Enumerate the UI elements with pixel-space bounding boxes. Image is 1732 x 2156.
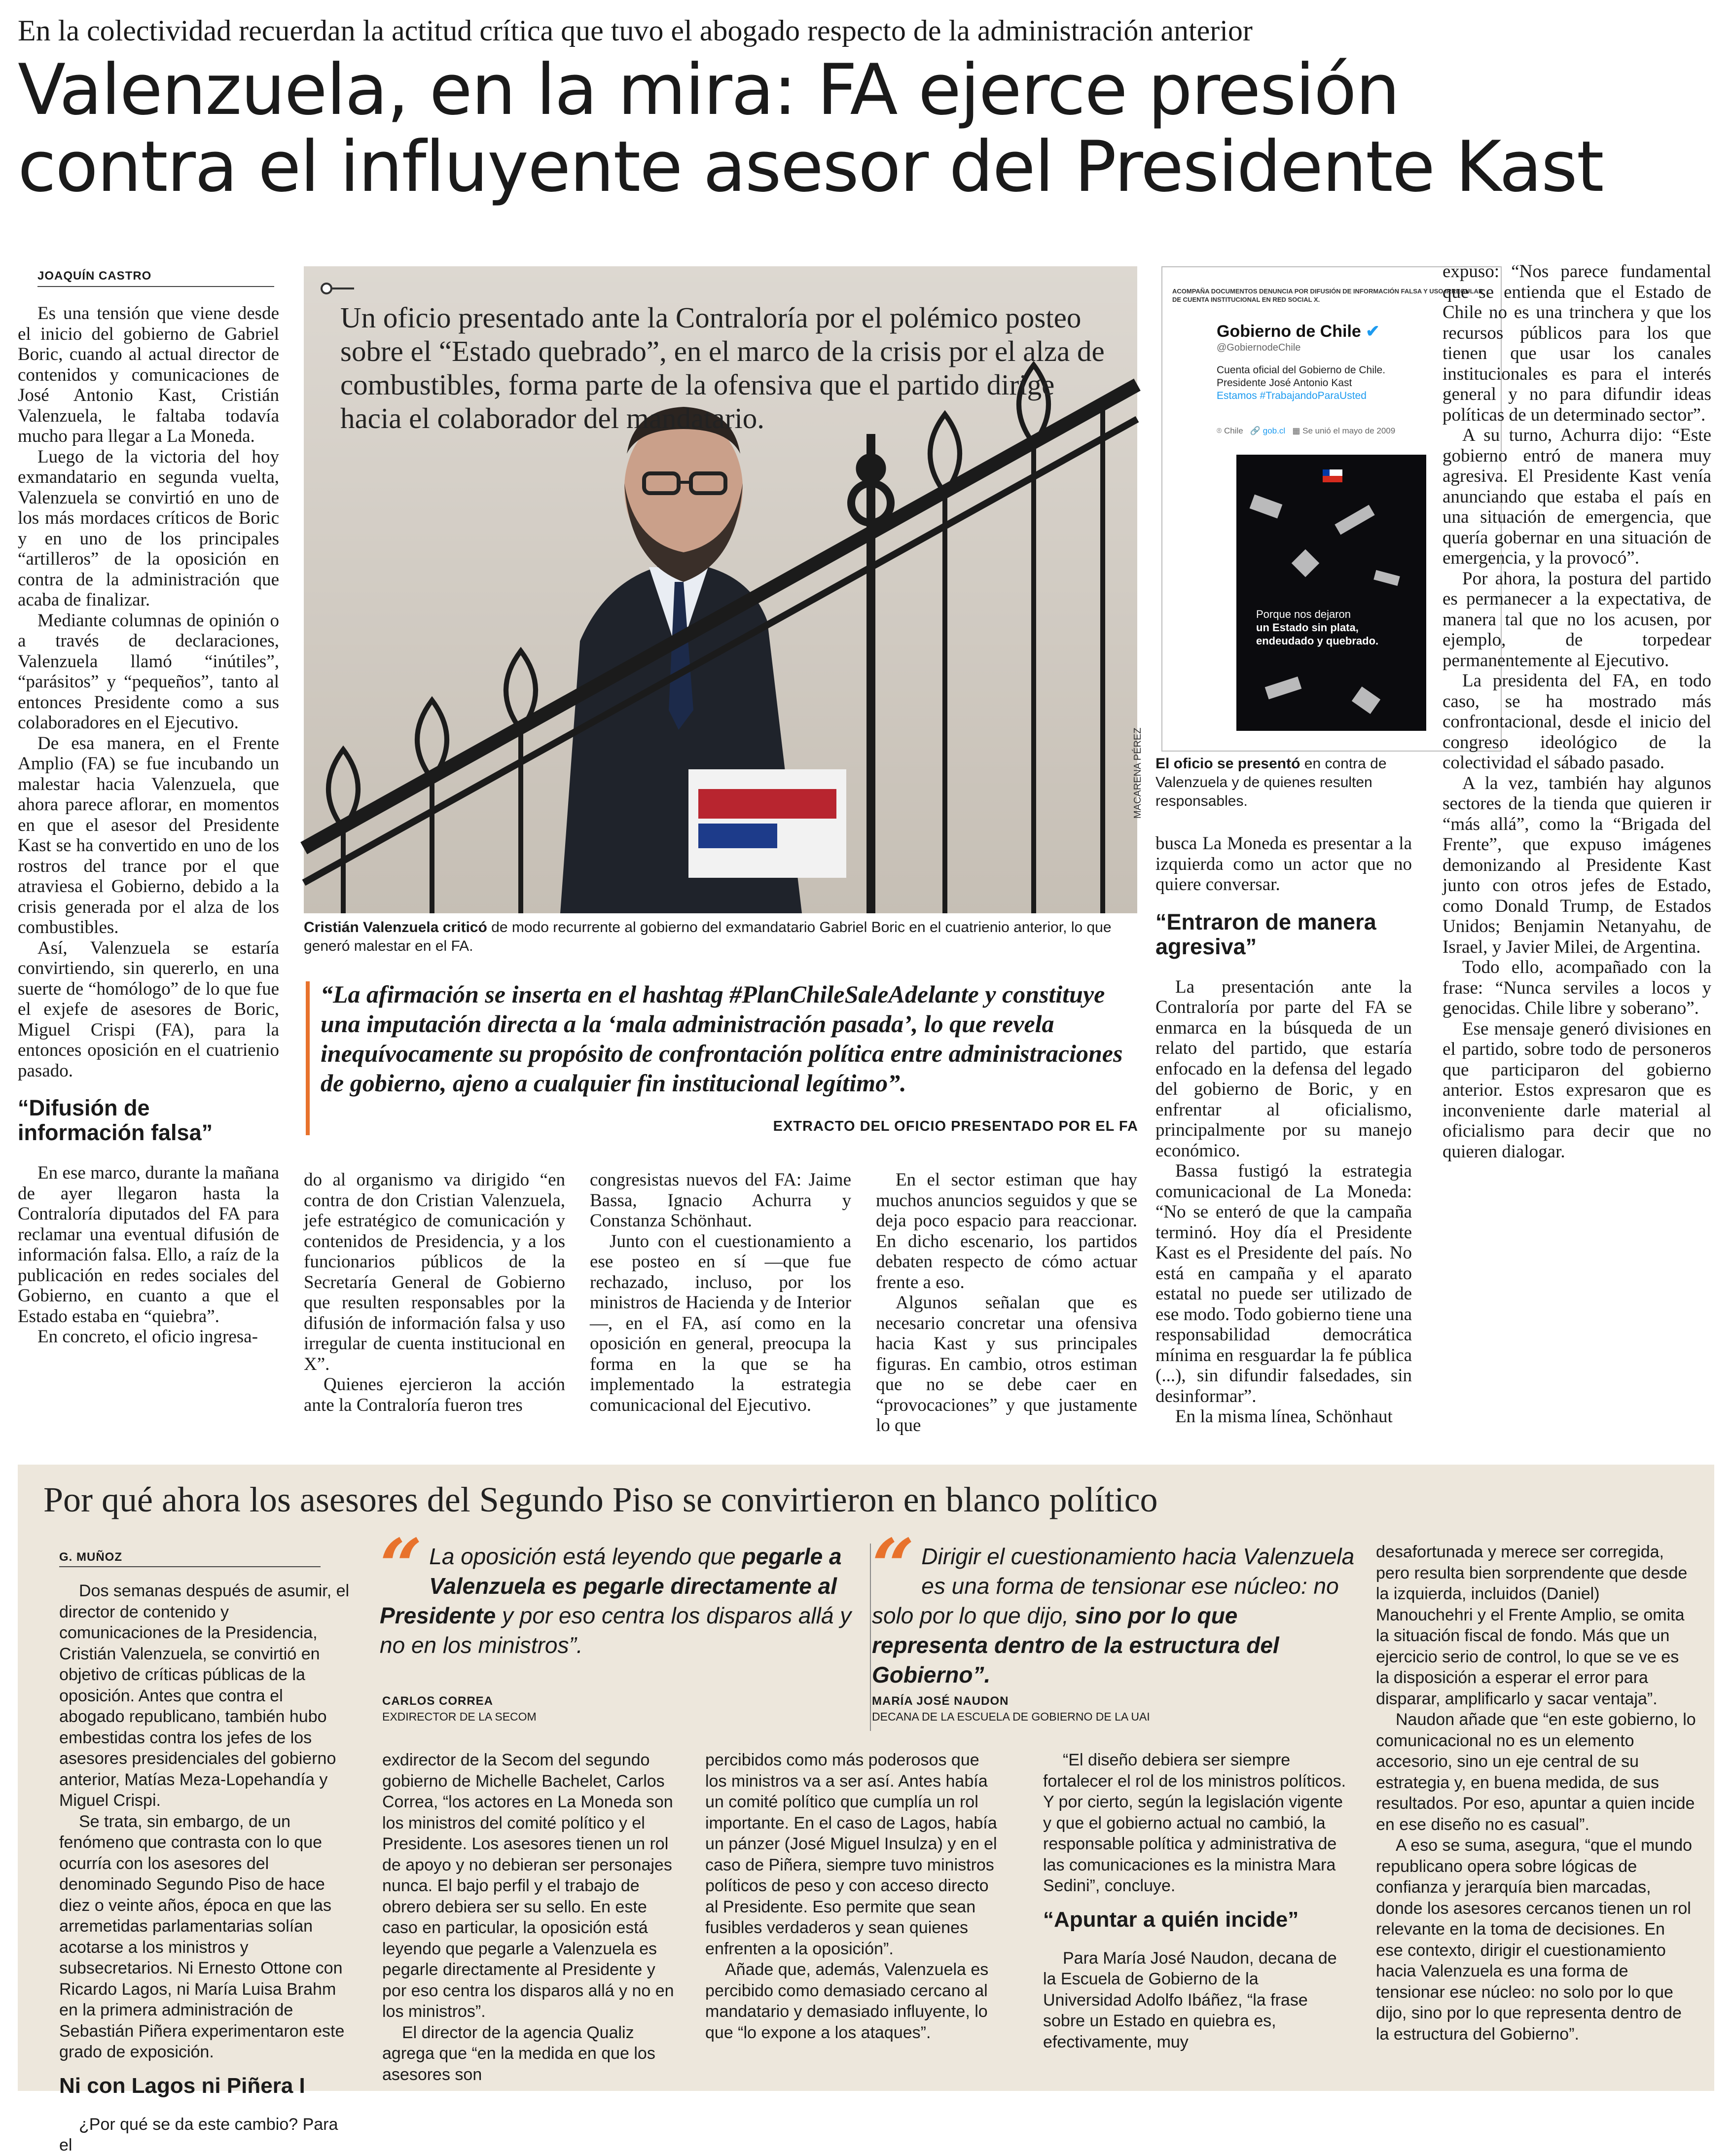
byline-rule — [37, 286, 274, 287]
article-column-3 — [590, 1170, 851, 1415]
paragraph: busca La Moneda es presentar a la izquierda como un actor que no quiere conversar. — [1155, 833, 1412, 895]
link-icon: 🔗 — [1250, 426, 1261, 435]
paragraph: ¿Por qué se da este cambio? Para el — [59, 2115, 338, 2155]
pull-quote-source: EXTRACTO DEL OFICIO PRESENTADO POR EL FA — [773, 1118, 1138, 1134]
verified-badge-icon: ✔ — [1366, 322, 1380, 341]
caption-bold: Cristián Valenzuela criticó — [304, 919, 487, 935]
quote-1-role: EXDIRECTOR DE LA SECOM — [382, 1710, 537, 1723]
paragraph: expuso: “Nos parece fundamental que se entienda que el Estado de Chile no es una trinchera y que los recursos públicos para los que tienen que usar los canales institucionales es para el interés general y no para difundir ideas políticas de un determinado sector”. — [1443, 261, 1711, 425]
photo-caption — [304, 918, 1137, 956]
account-bio: Cuenta oficial del Gobierno de Chile. Presidente José Antonio Kast Estamos #TrabajandoParaUsted — [1217, 364, 1386, 401]
sidebar-byline: G. MUÑOZ — [59, 1550, 122, 1564]
paragraph: Ese mensaje generó divisiones en el partido, sobre todo de personeros que participaron del gobierno anterior. Estos expresaron que es inconveniente darle material al oficialismo para decir que no quieren dialogar. — [1443, 1018, 1711, 1162]
sidebar-column-1 — [59, 1581, 350, 2156]
paragraph: A la vez, también hay algunos sectores de la tienda que quieren ir “más allá”, como la “Brigada del Frente”, que expuso imágenes demonizando al Presidente Kast junto con otros jefes de Estado, como Donald Trump, de Estados Unidos; Benjamin Netanyahu, de Israel, y Javier Milei, de Argentina. — [1443, 773, 1711, 957]
quote-accent-bar — [306, 981, 310, 1135]
subheading: “Difusión de información falsa” — [18, 1095, 213, 1145]
quote-2-role: DECANA DE LA ESCUELA DE GOBIERNO DE LA UAI — [872, 1710, 1150, 1723]
quote-1-name: CARLOS CORREA — [382, 1694, 494, 1708]
article-column-1 — [18, 303, 279, 1347]
subheading: Ni con Lagos ni Piñera I — [59, 2073, 305, 2098]
account-handle: @GobiernodeChile — [1217, 342, 1301, 353]
lead-bullet-line — [332, 287, 354, 289]
paragraph: exdirector de la Secom del segundo gobierno de Michelle Bachelet, Carlos Correa, “los actores en La Moneda son los ministros del comité político y el Presidente. Los asesores tienen un rol de apoyo y no debieran ser personajes nunca. El bajo perfil y el trabajo de obrero debiera ser su sello. En este caso en particular, la oposición está leyendo que pegarle a Valenzuela es pegarle directamente al Presidente y por eso centra los disparos allá y no en los ministros”. — [382, 1751, 674, 2021]
quote-mark-icon: “ — [872, 1523, 915, 1610]
calendar-icon: ▦ — [1292, 426, 1300, 435]
paragraph: En la misma línea, Schönhaut — [1175, 1406, 1393, 1427]
article-column-2 — [304, 1170, 565, 1415]
caption-rest: de modo recurrente al gobierno del exmandatario Gabriel Boric en el cuatrienio anterior, lo que generó malestar en el FA. — [304, 919, 1112, 954]
post-image — [1236, 455, 1426, 731]
paragraph: Algunos señalan que es necesario concretar una ofensiva hacia Kast y sus principales figuras. En cambio, otros estiman que no se debe caer en “provocaciones” y que justamente lo que — [876, 1293, 1137, 1436]
sidebar-column-3 — [705, 1750, 1001, 2043]
paragraph: Para María José Naudon, decana de la Escuela de Gobierno de la Universidad Adolfo Ibáñez, “la frase sobre un Estado en quiebra es, efectivamente, muy — [1043, 1948, 1337, 2051]
paragraph: La presentación ante la Contraloría por parte del FA se enmarca en la búsqueda de un relato del partido, que estaría enfocado en la defensa del legado del gobierno de Boric, y en enfrentar al oficialismo, principalmente por su manejo económico. — [1155, 976, 1412, 1161]
photo-lead-text: Un oficio presentado ante la Contraloría por el polémico posteo sobre el “Estado quebrado”, en el marco de la crisis por el alza de combustibles, forma parte de la ofensiva que el partido dirige hacia el colaborador del mandatario. — [340, 301, 1105, 434]
lead-bullet-icon — [321, 283, 332, 294]
paragraph: do al organismo va dirigido “en contra de don Cristian Valenzuela, jefe estratégico de comunicación y contenidos de Presidencia, y a los funcionarios públicos de la Secretaría General de Gobierno que resulten responsables por la difusión de información falsa y uso irregular de cuenta institucional en X”. — [304, 1170, 565, 1374]
paragraph: A eso se suma, asegura, “que el mundo republicano opera sobre lógicas de confianza y jerarquía bien marcadas, donde los asesores cercanos tienen un rol relevante en la toma de decisiones. En ese contexto, dirigir el cuestionamiento hacia Valenzuela es una forma de tensionar ese núcleo: no solo por lo que dijo, sino por lo que representa dentro de la estructura del Gobierno”. — [1376, 1836, 1693, 2044]
article-column-4 — [876, 1170, 1137, 1436]
paragraph: Añade que, además, Valenzuela es percibido como demasiado cercano al mandatario y demasiado influyente, lo que “lo expone a los ataques”. — [705, 1960, 989, 2042]
paragraph: Naudon añade que “en este gobierno, lo comunicacional no es un elemento accesorio, sino un eje central de su estrategia y, en buena medida, de sus resultados. Por eso, apuntar a quien incide en ese diseño no es casual”. — [1376, 1710, 1696, 1834]
paragraph: Dos semanas después de asumir, el director de contenido y comunicaciones de la Presidencia, Cristián Valenzuela, se convirtió en objetivo de críticas públicas de la oposición. Antes que contra el abogado republicano, también hubo embestidas contra los jefes de los asesores presidenciales del gobierno anterior, Matías Meza-Lopehandía y Miguel Crispi. — [59, 1581, 350, 1810]
paragraph: Todo ello, acompañado con la frase: “Nunca serviles a locos y genocidas. Chile libre y soberano”. — [1443, 957, 1711, 1018]
sidebar-byline-rule — [59, 1566, 321, 1567]
paragraph: desafortunada y merece ser corregida, pero resulta bien sorprendente que desde la izquierda, incluidos (Daniel) Manouchehri y el Frente Amplio, se omita la situación fiscal de fondo. Más que un ejercicio serio de control, lo que se ve es la disposición a esperar el error para disparar, amplificarlo y sacar ventaja”. — [1376, 1543, 1688, 1708]
account-name: Gobierno de Chile ✔ — [1217, 322, 1380, 341]
inset-header: ACOMPAÑA DOCUMENTOS DENUNCIA POR DIFUSIÓN DE INFORMACIÓN FALSA Y USO IRREGULAR DE CUENTA INSTITUCIONAL EN RED SOCIAL X. — [1172, 287, 1483, 303]
article-column-6 — [1443, 261, 1711, 1162]
paragraph: En el sector estiman que hay muchos anuncios seguidos y que se deja poco espacio para reaccionar. En dicho escenario, los partidos debaten respecto de cómo actuar frente a eso. — [876, 1170, 1137, 1293]
paragraph: El director de la agencia Qualiz agrega que “en la medida en que los asesores son — [382, 2023, 655, 2084]
sidebar-title: Por qué ahora los asesores del Segundo Piso se convirtieron en blanco político — [43, 1480, 1158, 1519]
paragraph: Es una tensión que viene desde el inicio del gobierno de Gabriel Boric, cuando al actual director de contenidos y comunicaciones de José Antonio Kast, Cristián Valenzuela, le faltaba todavía mucho para llegar a La Moneda. — [18, 303, 279, 446]
paragraph: Se trata, sin embargo, de un fenómeno que contrasta con lo que ocurría con los asesores del denominado Segundo Piso de hace diez o veinte años, época en que las arremetidas parlamentarias solían acotarse a los ministros y subsecretarios. Ni Ernesto Ottone con Ricardo Lagos, ni María Luisa Brahm en la primera administración de Sebastián Piñera experimentaron este grado de exposición. — [59, 1812, 345, 2061]
photo-credit: MACARENA PÉREZ — [1132, 727, 1143, 819]
inset-caption: El oficio se presentó en contra de Valenzuela y de quienes resulten responsables. — [1155, 755, 1387, 809]
paragraph: Junto con el cuestionamiento a ese posteo en sí —que fue rechazado, incluso, por los ministros de Hacienda y de Interior—, en el FA, así como en la oposición en general, preocupa la forma en la que se ha implementado la estrategia comunicacional del Ejecutivo. — [590, 1231, 851, 1415]
paragraph: “El diseño debiera ser siempre fortalecer el rol de los ministros políticos. Y por cierto, según la legislación vigente y que el gobierno actual no cambió, la responsable política y administrativa de las comunicaciones es la ministra Mara Sedini”, concluye. — [1043, 1751, 1346, 1895]
paragraph: A su turno, Achurra dijo: “Este gobierno entró de manera muy agresiva. El Presidente Kast venía anunciando que estaba el país en una situación de emergencia, que quería gobernar en una situación de emergencia, y la provocó”. — [1443, 425, 1711, 568]
paragraph: Mediante columnas de opinión o a través de declaraciones, Valenzuela llamó “inútiles”, “parásitos” y “pequeños”, tanto al entonces Presidente como a sus colaboradores en el Ejecutivo. — [18, 610, 279, 733]
pull-quote: “La afirmación se inserta en el hashtag #PlanChileSaleAdelante y constituye una imputación directa a la ‘mala administración pasada’, lo que revela inequívocamente su propósito de confrontación política entre administraciones de gobierno, ajeno a cualquier fin institucional legítimo”. — [321, 980, 1123, 1097]
byline: JOAQUÍN CASTRO — [37, 269, 152, 283]
headline — [18, 49, 1724, 208]
headline-line-2: contra el influyente asesor del Presidente Kast — [18, 126, 1603, 208]
subheading: “Apuntar a quién incide” — [1043, 1907, 1299, 1932]
account-meta: ⌾ Chile 🔗 gob.cl ▦ Se unió el mayo de 2009 — [1217, 426, 1396, 435]
paragraph: La presidenta del FA, en todo caso, se ha mostrado más confrontacional, desde el inicio del congreso ideológico de la colectividad el sábado pasado. — [1443, 671, 1711, 773]
kicker: En la colectividad recuerdan la actitud crítica que tuvo el abogado respecto de la administración anterior — [18, 14, 1253, 47]
sidebar-column-4 — [1043, 1750, 1349, 2052]
paragraph: Por ahora, la postura del partido es permanecer a la expectativa, de manera tal que no los acusen, por ejemplo, de torpedear permanentemente al Ejecutivo. — [1443, 568, 1711, 671]
chile-flag-icon — [1323, 469, 1342, 482]
paragraph: En concreto, el oficio ingresa- — [37, 1327, 258, 1347]
paragraph: Quienes ejercieron la acción ante la Contraloría fueron tres — [304, 1374, 565, 1415]
paragraph: congresistas nuevos del FA: Jaime Bassa, Ignacio Achurra y Constanza Schönhaut. — [590, 1170, 851, 1231]
paragraph: De esa manera, en el Frente Amplio (FA) se fue incubando un malestar hacia Valenzuela, que ahora parece aflorar, en momentos en que el asesor del Presidente Kast se ha convertido en uno de los rostros del trance por el que atraviesa el Gobierno, debido a la crisis generada por el alza de los combustibles. — [18, 733, 279, 937]
paragraph: percibidos como más poderosos que los ministros va a ser así. Antes había un comité político que cumplía un rol importante. En el caso de Lagos, había un pánzer (José Miguel Insulza) y en el caso de Piñera, siempre tuvo ministros políticos de peso y con acceso directo al Presidente. Eso permite que sean fusibles verdaderos y sean quienes enfrenten a la oposición”. — [705, 1751, 997, 1958]
post-image-text: Porque nos dejaron un Estado sin plata, endeudado y quebrado. — [1256, 608, 1379, 647]
paragraph: En ese marco, durante la mañana de ayer llegaron hasta la Contraloría diputados del FA para reclamar una eventual difusión de información falsa. Ello, a raíz de la publicación en redes sociales del Gobierno, en cuanto a que el Estado estaba en “quiebra”. — [18, 1163, 279, 1327]
location-icon: ⌾ — [1217, 426, 1222, 435]
headline-line-1: Valenzuela, en la mira: FA ejerce presión — [18, 49, 1399, 131]
paragraph: Luego de la victoria del hoy exmandatario en segunda vuelta, Valenzuela se convirtió en uno de los más mordaces críticos de Boric y en uno de los principales “artilleros” de la oposición en contra de la administración que acaba de finalizar. — [18, 446, 279, 610]
paragraph: Bassa fustigó la estrategia comunicacional de La Moneda: “No se enteró de que la campaña terminó. Hoy día el Presidente Kast es el Presidente del país. No está en campaña y el aparato estatal no puede ser utilizado de ese modo. Todo gobierno tiene una responsabilidad democrática mínima en resguardar la fe pública (...), sin difundir falsedades, sin desinformar”. — [1155, 1161, 1412, 1406]
quote-2-name: MARÍA JOSÉ NAUDON — [872, 1694, 1009, 1708]
quote-mark-icon: “ — [380, 1523, 423, 1610]
sidebar-quote-1: “ La oposición está leyendo que pegarle a Valenzuela es pegarle directamente al Presidente y por eso centra los disparos allá y no en los ministros”. — [380, 1523, 852, 1658]
sidebar-column-2 — [382, 1750, 678, 2085]
paragraph: Así, Valenzuela se estaría convirtiendo, sin quererlo, en una suerte de “homólogo” de lo que fue el exjefe de asesores de Boric, Miguel Crispi (FA), para la entonces oposición en el cuatrienio pasado. — [18, 937, 279, 1081]
article-column-5 — [1155, 833, 1412, 1427]
sidebar-quote-2: “ Dirigir el cuestionamiento hacia Valenzuela es una forma de tensionar ese núcleo: no solo por lo que dijo, sino por lo que representa dentro de la estructura del Gobierno”. — [872, 1523, 1355, 1688]
sidebar-column-5 — [1376, 1542, 1696, 2045]
subheading: “Entraron de manera agresiva” — [1155, 909, 1376, 959]
